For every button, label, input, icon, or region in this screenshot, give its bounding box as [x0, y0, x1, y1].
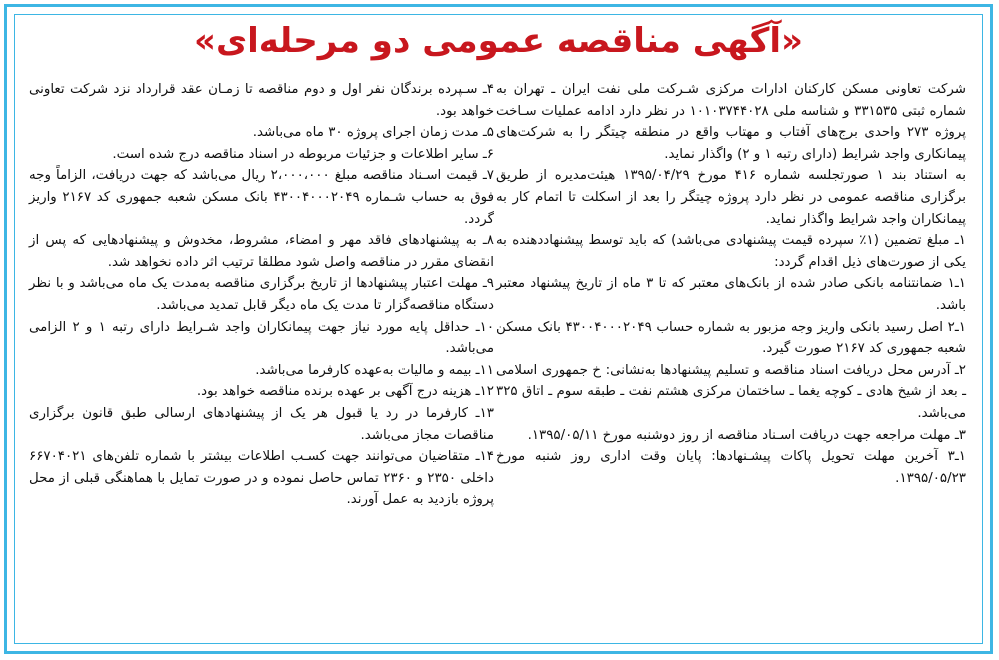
paragraph: ۱ـ مبلغ تضمین (۱٪ سپرده قیمت پیشنهادی می‌باشد) که باید توسط پیشنهاددهنده به یکی از صورت‌های ذیل اقدام گردد: — [496, 233, 966, 270]
paragraph: ۱ـ۳ آخرین مهلت تحویل پاکات پیشـنهادها: پایان وقت اداری روز شنبه مورخ ۱۳۹۵/۰۵/۲۳. — [496, 449, 966, 486]
paragraph: ۵ـ مدت زمان اجرای پروژه ۳۰ ماه می‌باشد. — [252, 125, 494, 141]
paragraph: ۹ـ مهلت اعتبار پیشنهادها از تاریخ برگزاری مناقصه به‌مدت یک ماه می‌باشد و با نظر دستگاه مناقصه‌گزار تا مدت یک ماه دیگر قابل تمدید می‌باشد. — [29, 276, 494, 313]
paragraph: به استناد بند ۱ صورتجلسه شماره ۴۱۶ مورخ ۱۳۹۵/۰۴/۲۹ هیئت‌مدیره از طریق برگزاری مناقصه عمومی در نظر دارد پروژه چیتگر را بعد از اسکلت تا اتمام کار به پیمانکاران واجد شرایط واگذار نماید. — [496, 168, 966, 227]
paragraph: ۴ـ سـپرده برندگان نفر اول و دوم مناقصه تا زمـان عقد قرارداد نزد شرکت تعاونی خواهد بود. — [29, 82, 494, 119]
paragraph: ۷ـ قیمت اسـناد مناقصه مبلغ ۲،۰۰۰،۰۰۰ ریال می‌باشد که جهت دریافت، الزاماً وجه فوق به حساب شـماره ۴۳۰۰۴۰۰۰۲۰۴۹ بانک مسکن شعبه جمهوری کد ۲۱۶۷ واریز گردد. — [29, 168, 495, 227]
right-column — [496, 79, 966, 633]
paragraph: ۳ـ مهلت مراجعه جهت دریافت اسـناد مناقصه از روز دوشنبه مورخ ۱۳۹۵/۰۵/۱۱. — [527, 427, 966, 443]
paragraph: شرکت تعاونی مسکن کارکنان ادارات مرکزی شـرکت ملی نفت ایران ـ تهران به شماره ثبتی ۳۳۱۵۳۵ و شناسه ملی ۱۰۱۰۳۷۴۴۰۲۸ در نظر دارد ادامه عملیات سـاخت پروژه ۲۷۳ واحدی برج‌های آفتاب و مهتاب واقع در منطقه چیتگر را به شرکت‌های پیمانکاری واجد شرایط (دارای رتبه ۱ و ۲) واگذار نماید. — [496, 82, 966, 162]
paragraph: ۱۴ـ متقاضیان می‌توانند جهت کسـب اطلاعات بیشتر با شماره تلفن‌های ۶۶۷۰۴۰۲۱ داخلی ۲۳۵۰ و ۲۳۶۰ تماس حاصل نموده و در صورت تمایل با هماهنگی قبلی از محل پروژه بازدید به عمل آورند. — [29, 449, 494, 508]
paragraph: ۱ـ۱ ضمانتنامه بانکی صادر شده از بانک‌های معتبر که تا ۳ ماه از تاریخ پیشنهاد معتبر باشد. — [496, 276, 966, 313]
notice-title: «آگهی مناقصه عمومی دو مرحله‌ای» — [193, 21, 803, 61]
paragraph: ۸ـ به پیشنهادهای فاقد مهر و امضاء، مشروط، مخدوش و پیشنهادهایی که پس از انقضای مقرر در مناقصه واصل شود مطلقا ترتیب اثر داده نخواهد شد. — [29, 233, 494, 270]
paragraph: ۱۳ـ کارفرما در رد یا قبول هر یک از پیشنهادهای ارسالی طبق قانون برگزاری مناقصات مجاز می‌باشد. — [29, 405, 494, 443]
notice-frame — [4, 4, 993, 654]
paragraph: ۶ـ سایر اطلاعات و جزئیات مربوطه در اسناد مناقصه درج شده است. — [112, 146, 494, 162]
paragraph: ۱۱ـ بیمه و مالیات به‌عهده کارفرما می‌باشد. — [255, 362, 494, 378]
paragraph: ۲ـ آدرس محل دریافت اسناد مناقصه و تسلیم پیشنهادها به‌نشانی: خ جمهوری اسلامی ـ بعد از شیخ هادی ـ کوچه یغما ـ ساختمان مرکزی هشتم نفت ـ طبقه سوم ـ اتاق ۳۲۵ می‌باشد. — [496, 362, 966, 421]
left-column — [29, 79, 494, 633]
paragraph: ۱ـ۲ اصل رسید بانکی واریز وجه مزبور به شماره حساب ۴۳۰۰۴۰۰۰۲۰۴۹ بانک مسکن شعبه جمهوری کد ۲۱۶۷ صورت گیرد. — [496, 319, 966, 357]
paragraph: ۱۰ـ حداقل پایه مورد نیاز جهت پیمانکاران واجد شـرایط دارای رتبه ۱ و ۲ الزامی می‌باشد. — [29, 319, 495, 357]
paragraph: ۱۲ـ هزینه درج آگهی بر عهده برنده مناقصه خواهد بود. — [196, 384, 494, 400]
